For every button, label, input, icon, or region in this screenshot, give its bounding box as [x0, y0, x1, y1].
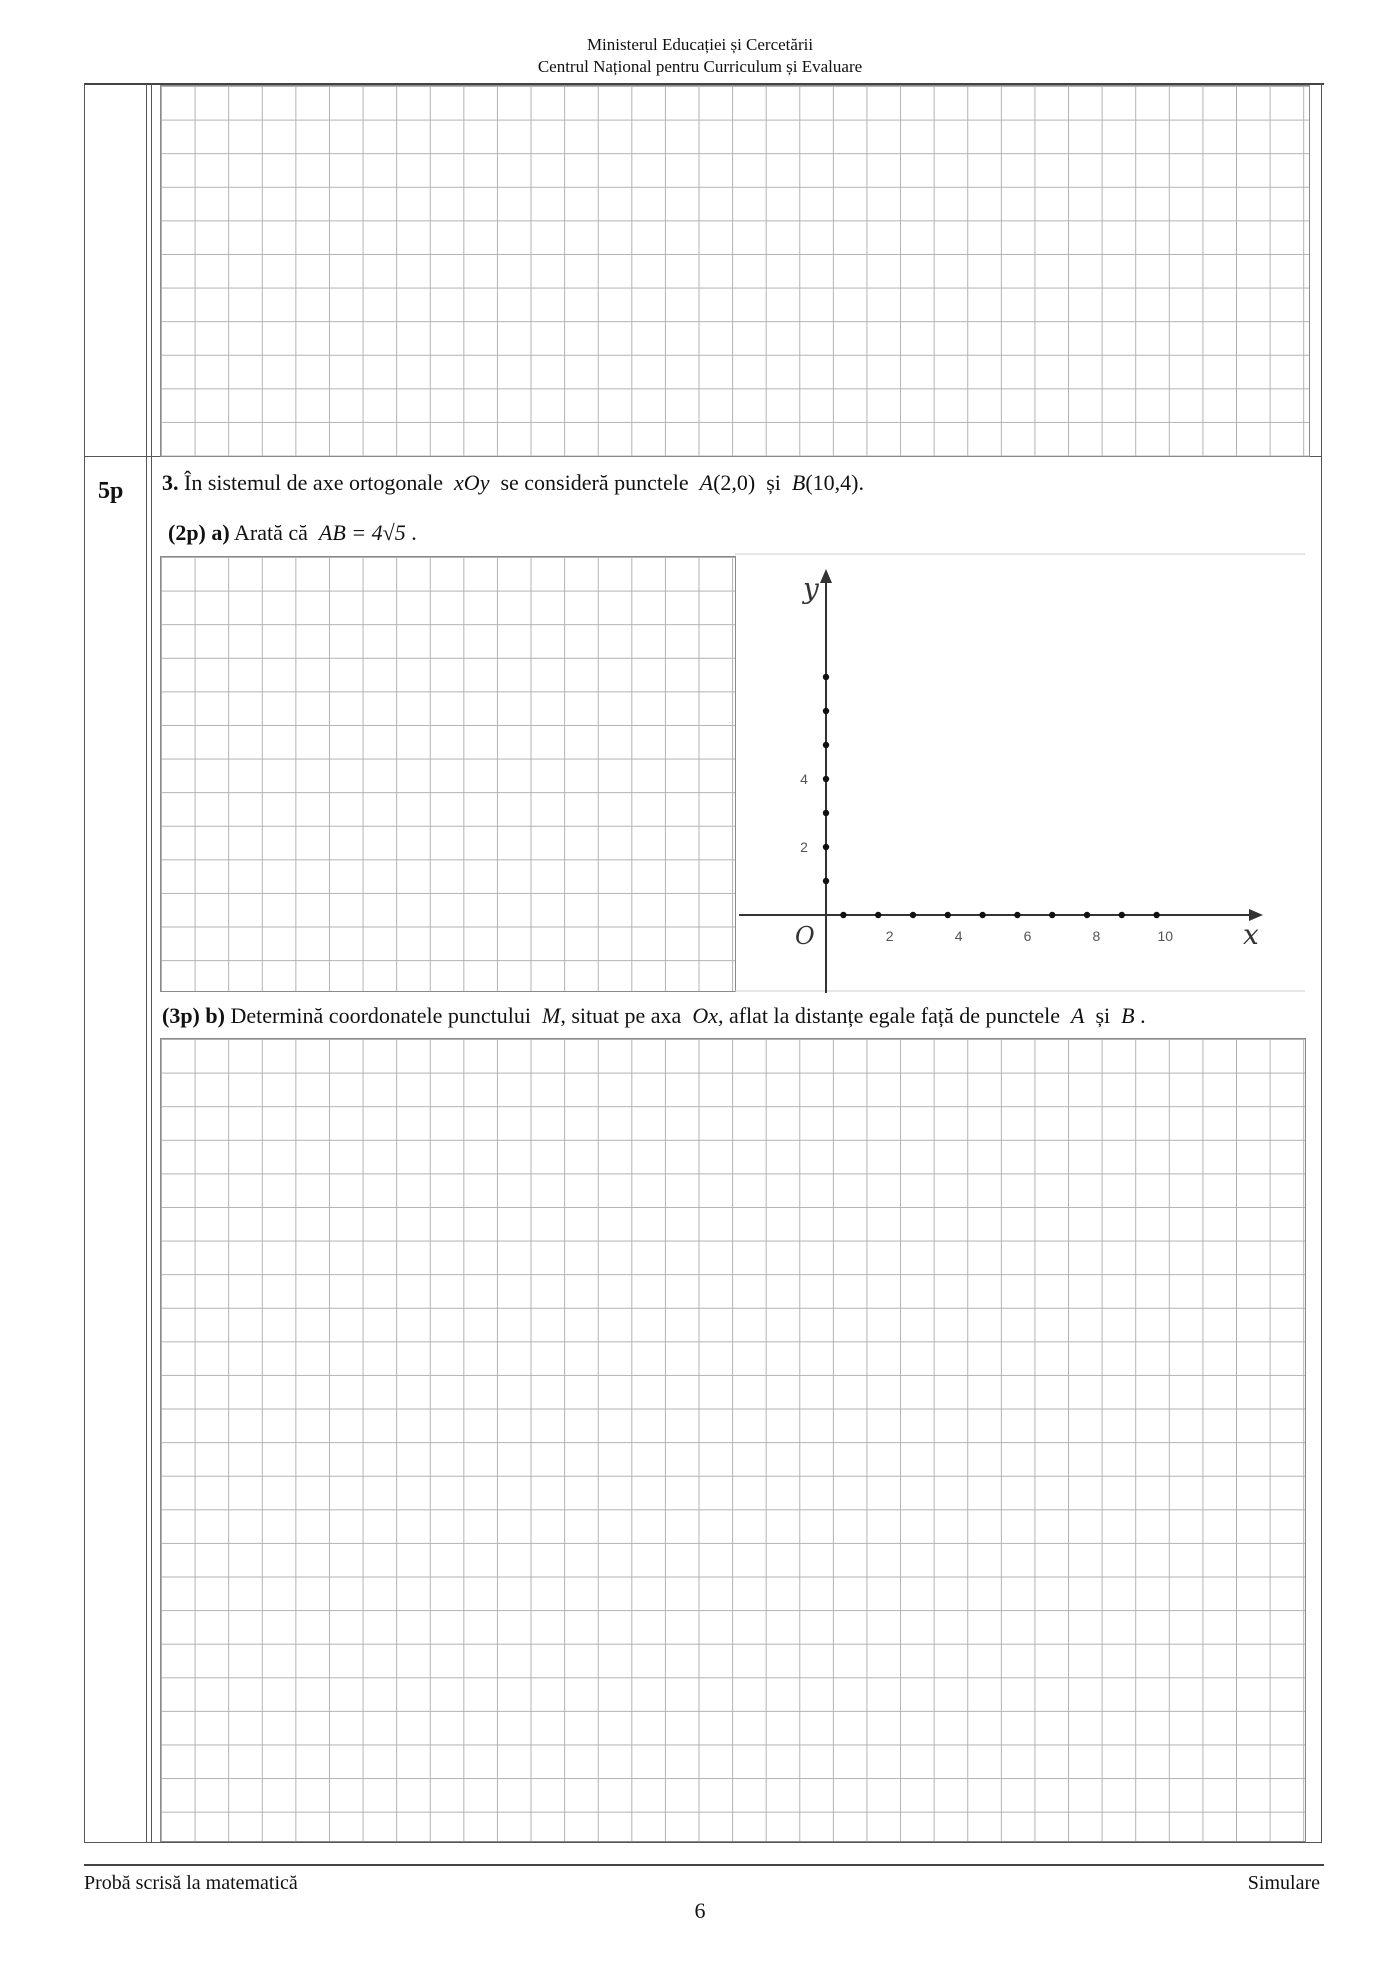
statement-end: . — [858, 470, 865, 495]
part-b-end: . — [1140, 1003, 1146, 1028]
problem-points: 5p — [98, 478, 124, 504]
column-divider-inner — [151, 84, 152, 1843]
x-axis-dot — [1014, 912, 1020, 918]
problem-statement — [162, 470, 864, 496]
part-b-score: (3p) — [162, 1003, 200, 1028]
answer-grid-part-b — [160, 1038, 1306, 1842]
part-a-end: . — [411, 520, 417, 545]
y-axis-dot — [823, 810, 829, 816]
coordinate-system: xOy — [454, 470, 490, 495]
x-tick-label: 8 — [1092, 928, 1101, 944]
x-axis-dot — [910, 912, 916, 918]
x-axis-dot — [979, 912, 985, 918]
part-b-text-2: , situat pe axa — [560, 1003, 682, 1028]
y-axis-dot — [823, 674, 829, 680]
y-axis-dot — [823, 844, 829, 850]
part-b-text-1: Determină coordonatele punctului — [230, 1003, 532, 1028]
point-m-name: M — [542, 1003, 561, 1028]
footer-session: Simulare — [1247, 1872, 1320, 1894]
x-axis-dot — [1084, 912, 1090, 918]
x-axis-dot — [1153, 912, 1159, 918]
ministry-name: Ministerul Educației și Cercetării — [586, 35, 814, 54]
x-tick-label: 2 — [885, 928, 894, 944]
part-a-score: (2p) — [168, 520, 206, 545]
x-tick-labels — [886, 928, 1174, 944]
y-axis-label: y — [803, 572, 819, 605]
answer-grid-previous — [160, 85, 1310, 457]
answer-grid-part-a — [160, 556, 736, 992]
part-b-point-a: A — [1071, 1003, 1085, 1028]
y-axis-dot — [823, 742, 829, 748]
y-tick-label: 4 — [800, 771, 808, 787]
part-b-text-3: , aflat la distanțe egale față de punctele — [717, 1003, 1061, 1028]
footer-rule — [84, 1864, 1324, 1866]
page-header — [0, 34, 1400, 78]
x-tick-label: 4 — [954, 928, 963, 944]
statement-mid: se consideră punctele — [500, 470, 689, 495]
problem-number: 3. — [162, 470, 179, 495]
graph-svg — [735, 553, 1305, 993]
column-divider-outer — [146, 84, 147, 1843]
x-axis-dot — [1049, 912, 1055, 918]
y-tick-label: 2 — [800, 839, 808, 855]
part-b-point-b: B — [1121, 1003, 1135, 1028]
center-name: Centrul Național pentru Curriculum și Evaluare — [537, 57, 863, 76]
y-axis-arrow — [820, 569, 832, 583]
y-tick-labels — [800, 771, 808, 855]
part-a-formula: AB = 4√5 — [318, 520, 406, 545]
footer-exam-name: Probă scrisă la matematică — [84, 1872, 298, 1894]
x-tick-label: 10 — [1157, 928, 1174, 944]
part-b-and: și — [1095, 1003, 1111, 1028]
x-tick-label: 6 — [1023, 928, 1032, 944]
point-a-coords: (2,0) — [713, 470, 756, 495]
x-axis-dot — [840, 912, 846, 918]
axis-name: Ox — [692, 1003, 718, 1028]
y-axis-dot — [823, 708, 829, 714]
part-b-letter: b) — [205, 1003, 225, 1028]
point-a-name: A — [699, 470, 714, 495]
point-b-name: B — [791, 470, 806, 495]
coordinate-system-graph — [735, 553, 1305, 993]
point-b-coords: (10,4) — [805, 470, 859, 495]
page-number: 6 — [694, 1898, 706, 1923]
x-axis-dot — [945, 912, 951, 918]
x-axis-label: x — [1243, 918, 1259, 951]
y-axis-dot — [823, 878, 829, 884]
part-a-text: Arată că — [234, 520, 308, 545]
y-axis-dot — [823, 776, 829, 782]
x-axis-dot — [1119, 912, 1125, 918]
statement-prefix: În sistemul de axe ortogonale — [184, 470, 444, 495]
x-axis-dot — [875, 912, 881, 918]
part-a-line — [168, 520, 417, 546]
origin-label: O — [795, 922, 815, 950]
part-a-letter: a) — [211, 520, 230, 545]
part-b-line — [162, 1003, 1146, 1029]
conjunction-and: și — [766, 470, 781, 495]
